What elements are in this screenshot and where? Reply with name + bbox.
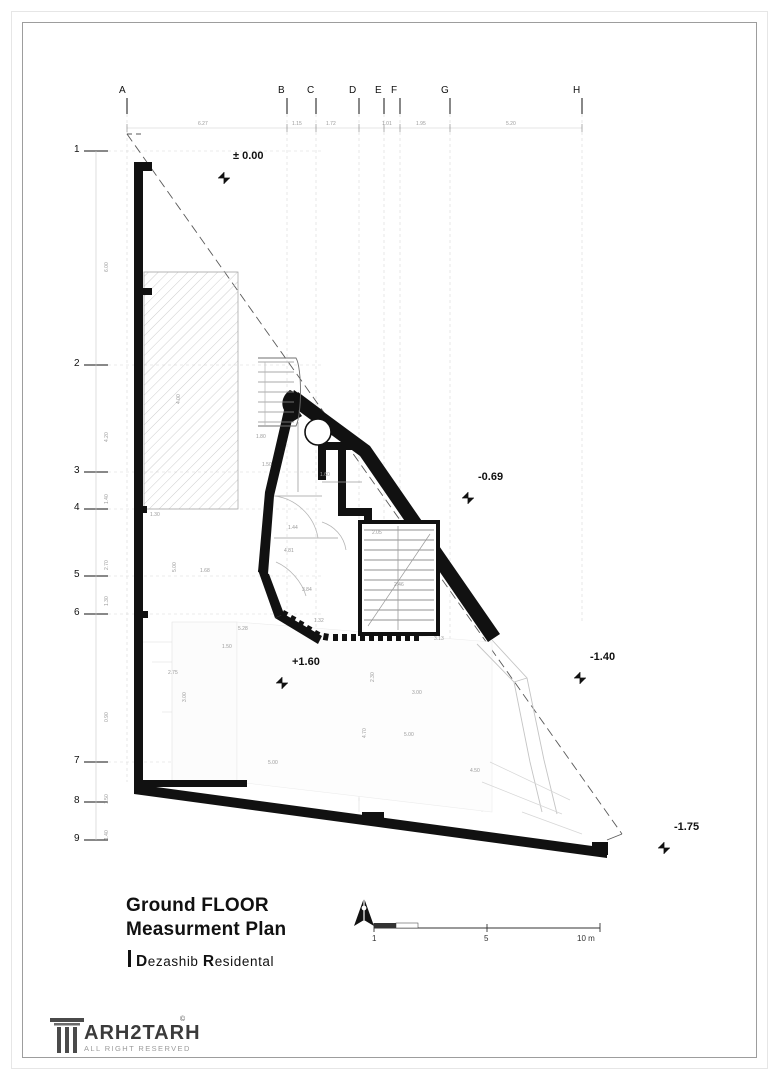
grid-label-3: 3 (74, 465, 80, 476)
interior-dim-2: 1.50 (262, 462, 272, 468)
interior-dim-19: 2.30 (370, 672, 376, 682)
interior-dim-11: 5.00 (172, 562, 178, 572)
grid-label-C: C (307, 85, 315, 96)
interior-dim-15: 5.00 (404, 732, 414, 738)
grid-label-9: 9 (74, 833, 80, 844)
dimension-left-6: 0.90 (104, 712, 110, 722)
dimension-left-5: 1.30 (104, 596, 110, 606)
interior-dim-20: 3.13 (434, 636, 444, 642)
level-label-175: -1.75 (674, 821, 700, 833)
grid-label-8: 8 (74, 795, 80, 806)
logo-tagline: ALL RIGHT RESERVED (84, 1044, 191, 1053)
level-label-069: -0.69 (478, 471, 504, 483)
dimension-top-3: 1.72 (326, 121, 336, 127)
interior-dim-21: 4.50 (470, 768, 480, 774)
project-initial-r: R (202, 953, 215, 970)
interior-dim-24: 1.50 (222, 644, 232, 650)
interior-dim-4: 1.60 (320, 472, 330, 478)
grid-label-E: E (375, 85, 382, 96)
dimension-left-4: 2.70 (104, 560, 110, 570)
interior-dim-12: 5.28 (238, 626, 248, 632)
interior-dim-23: 1.30 (150, 512, 160, 518)
grid-label-A: A (119, 85, 126, 96)
interior-dim-9: 3.84 (302, 587, 312, 593)
dimension-top-1: 6.27 (198, 121, 208, 127)
grid-label-G: G (441, 85, 449, 96)
project-name-part1: ezashib (147, 954, 203, 969)
floor-plan-drawing (22, 22, 757, 1058)
scale-tick-5: 5 (484, 934, 489, 943)
interior-dim-3: 4.00 (176, 394, 182, 404)
project-initial-d: D (136, 953, 148, 970)
grid-label-H: H (573, 85, 581, 96)
dimension-top-4: 1.01 (382, 121, 392, 127)
interior-dim-8: 2.05 (372, 530, 382, 536)
title-accent-bar (128, 950, 131, 967)
dimension-top-5: 1.95 (416, 121, 426, 127)
interior-dim-13: 2.75 (168, 670, 178, 676)
logo-name: ARH2TARH (84, 1022, 201, 1044)
logo-registered-mark: © (180, 1016, 186, 1023)
grid-label-5: 5 (74, 569, 80, 580)
logo-column-icon (50, 1018, 84, 1053)
grid-label-4: 4 (74, 502, 80, 513)
interior-dim-7: 4.81 (284, 548, 294, 554)
dimension-top-2: 1.15 (292, 121, 302, 127)
project-name (136, 953, 274, 971)
plan-title-line1: Ground FLOOR (126, 895, 269, 916)
dimension-left-1: 6.00 (104, 262, 110, 272)
level-label-140: -1.40 (590, 651, 616, 663)
level-label-160: +1.60 (292, 656, 320, 668)
grid-label-7: 7 (74, 755, 80, 766)
interior-dim-14: 3.00 (412, 690, 422, 696)
scale-tick-10: 10 m (577, 934, 595, 943)
interior-dim-16: 4.70 (362, 728, 368, 738)
interior-dim-17: 5.00 (268, 760, 278, 766)
grid-label-B: B (278, 85, 285, 96)
grid-label-2: 2 (74, 358, 80, 369)
project-name-part2: esidental (214, 954, 275, 969)
dimension-left-8: 1.40 (104, 830, 110, 840)
scale-bar (374, 923, 600, 932)
level-label-000: ± 0.00 (233, 150, 264, 162)
dimension-left-7: 1.50 (104, 794, 110, 804)
grid-label-1: 1 (74, 144, 80, 155)
interior-dim-18: 3.00 (182, 692, 188, 702)
interior-dim-22: 2.46 (394, 582, 404, 588)
interior-dim-6: 1.68 (200, 568, 210, 574)
interior-dim-5: 1.44 (288, 525, 298, 531)
interior-dim-10: 1.32 (314, 618, 324, 624)
scale-tick-1: 1 (372, 934, 377, 943)
plan-title-line2: Measurment Plan (126, 919, 287, 940)
grid-label-6: 6 (74, 607, 80, 618)
dimension-top-6: 5.20 (506, 121, 516, 127)
grid-label-F: F (391, 85, 398, 96)
north-arrow-icon (354, 898, 374, 926)
dimension-left-3: 1.40 (104, 494, 110, 504)
grid-label-D: D (349, 85, 357, 96)
interior-dim-1: 1.80 (256, 434, 266, 440)
dimension-left-2: 4.20 (104, 432, 110, 442)
